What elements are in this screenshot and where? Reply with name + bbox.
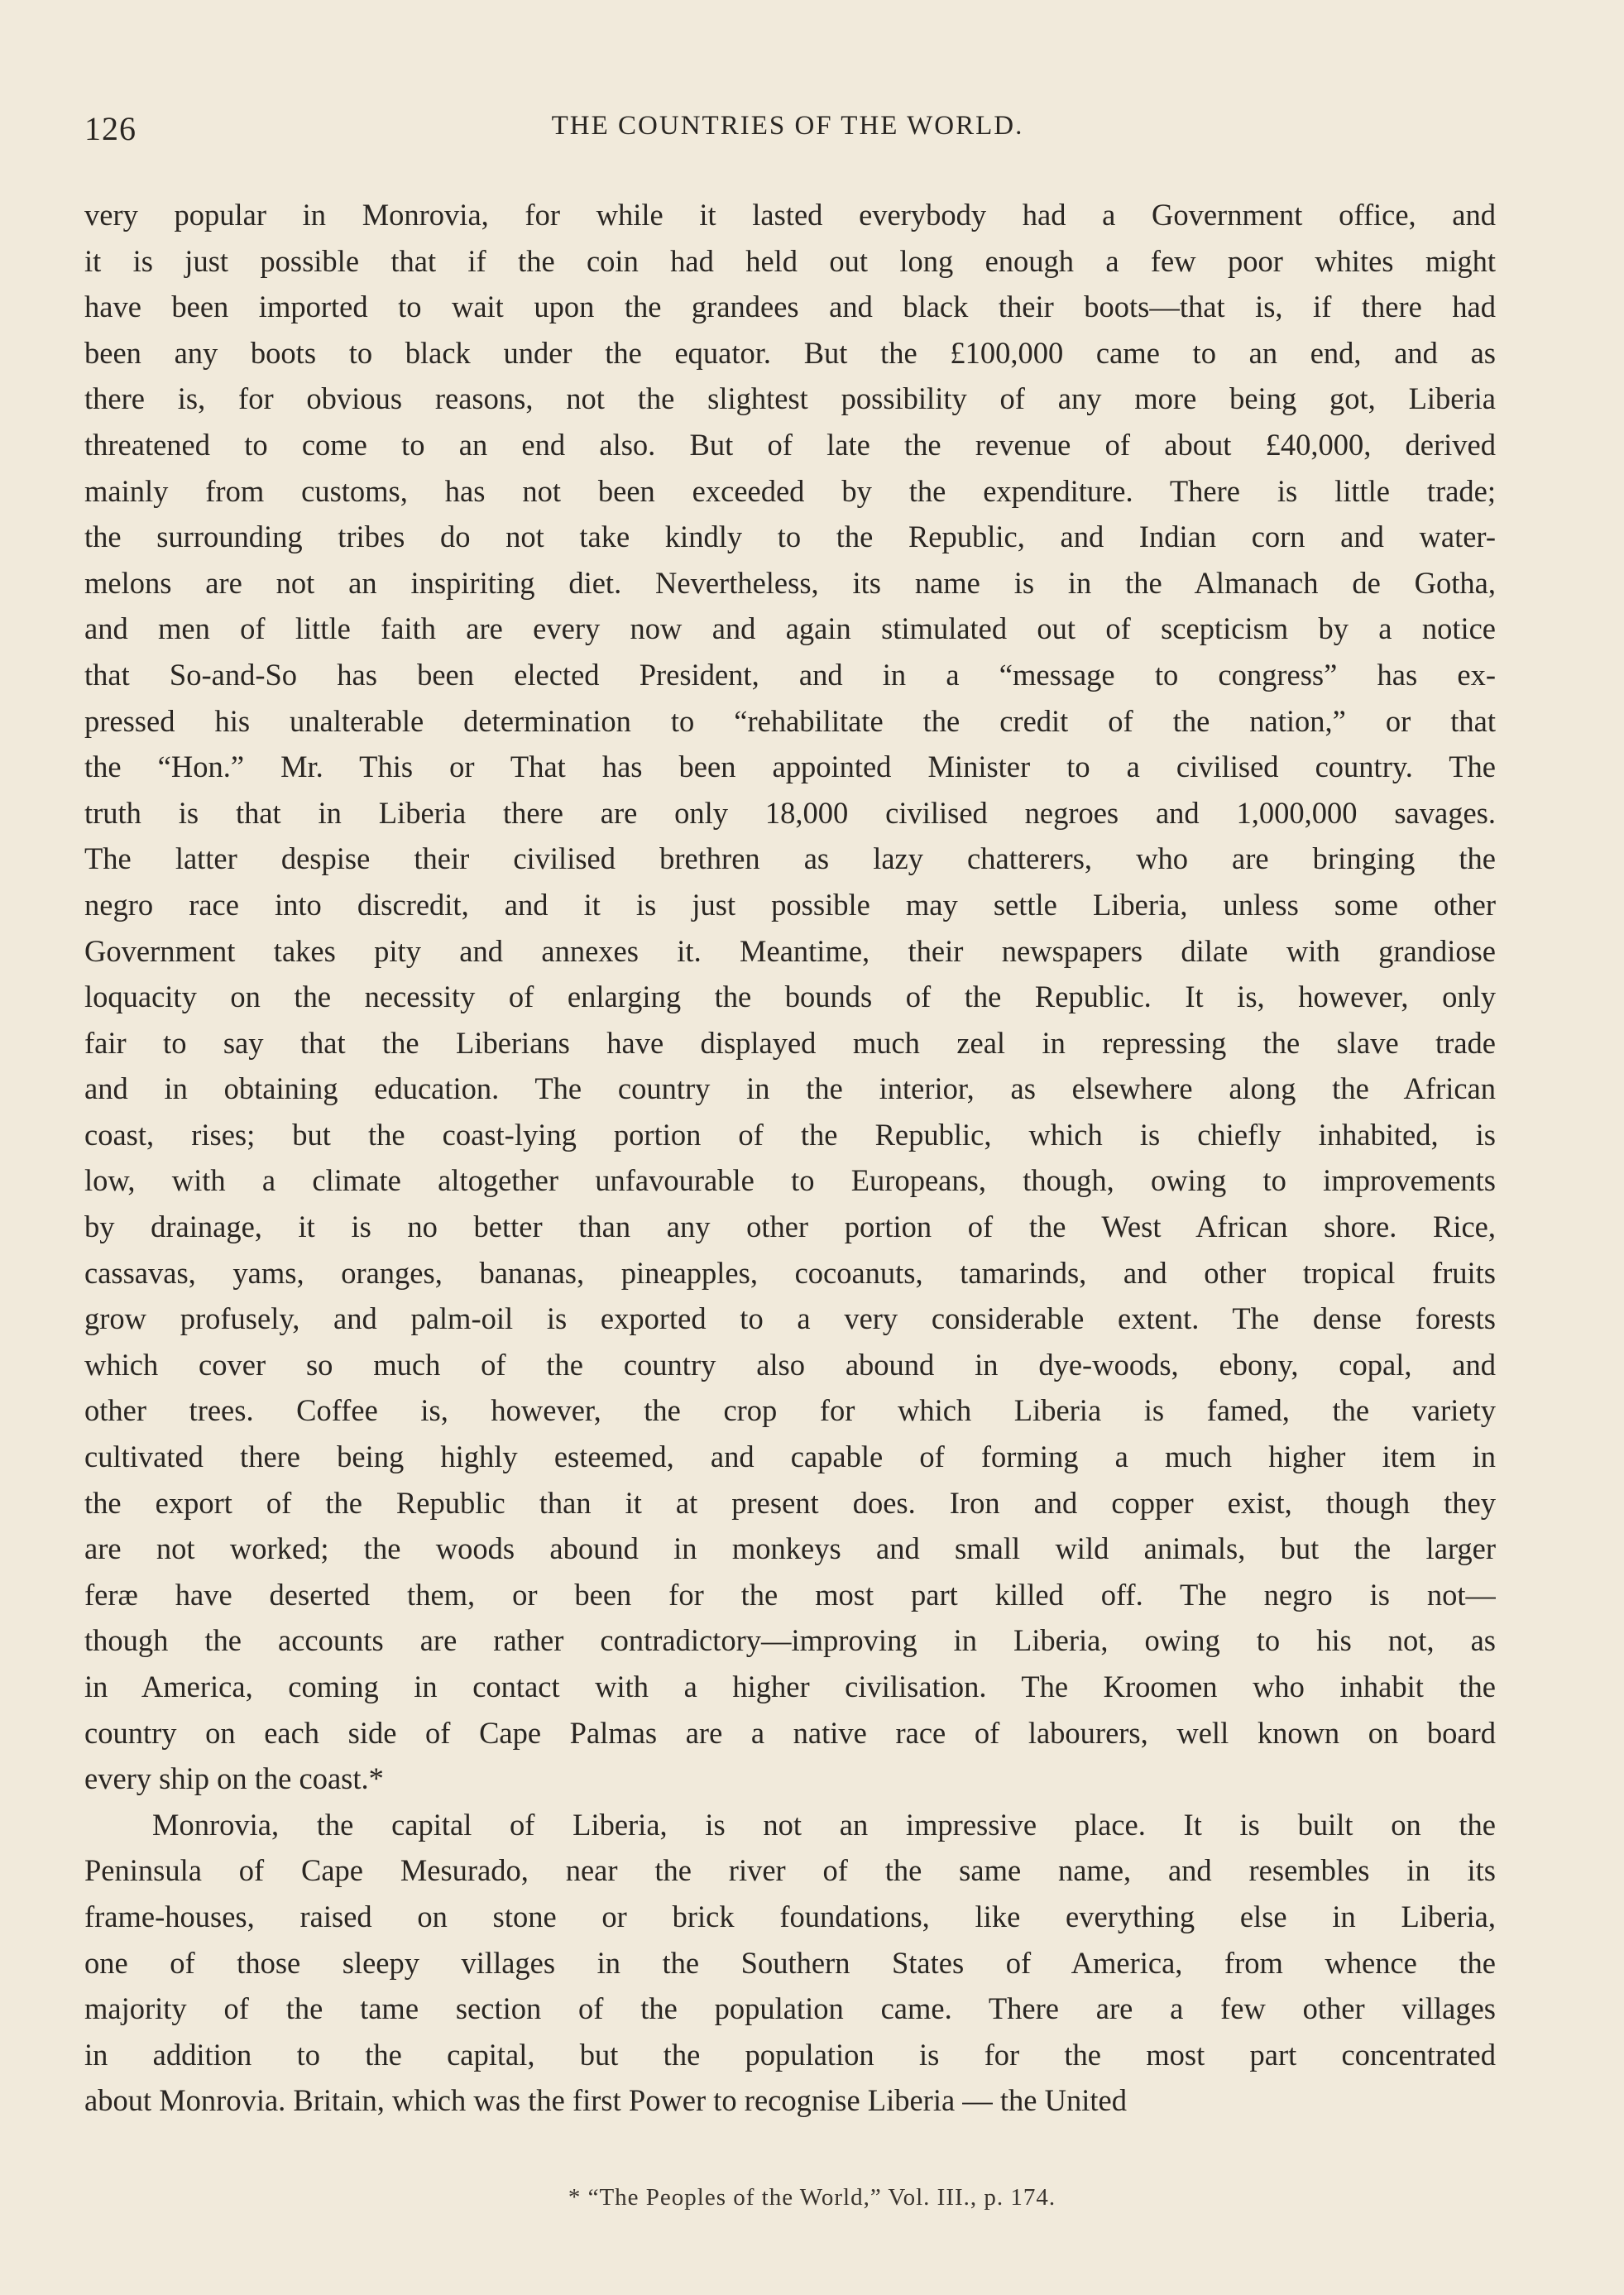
text-line: negro race into discredit, and it is just possible may settle Liberia, unless some other [84, 887, 1496, 922]
text-line: which cover so much of the country also abound in dye-woods, ebony, copal, and [84, 1347, 1496, 1382]
text-line: Monrovia, the capital of Liberia, is not an impressive place. It is built on the [152, 1807, 1496, 1842]
text-line: are not worked; the woods abound in monkeys and small wild animals, but the larger [84, 1531, 1496, 1566]
page-number: 126 [84, 110, 137, 147]
running-title: THE COUNTRIES OF THE WORLD. [551, 111, 1024, 141]
text-line: the “Hon.” Mr. This or That has been appointed Minister to a civilised country. The [84, 750, 1496, 784]
text-line: truth is that in Liberia there are only 18,000 civilised negroes and 1,000,000 savages. [84, 795, 1496, 830]
text-line: frame-houses, raised on stone or brick foundations, like everything else in Liberia, [84, 1899, 1496, 1933]
text-line: pressed his unalterable determination to “rehabilitate the credit of the nation,” or that [84, 703, 1496, 738]
text-line: grow profusely, and palm-oil is exported to a very considerable extent. The dense forests [84, 1301, 1496, 1336]
text-line: in addition to the capital, but the population is for the most part concentrated [84, 2037, 1496, 2072]
footnote: * “The Peoples of the World,” Vol. III., p. 174. [568, 2184, 1056, 2211]
text-line: cultivated there being highly esteemed, and capable of forming a much higher item in [84, 1440, 1496, 1474]
body-text [84, 192, 1496, 2124]
paragraph [84, 192, 1496, 1802]
text-line: been any boots to black under the equator. But the £100,000 came to an end, and as [84, 335, 1496, 370]
text-line: threatened to come to an end also. But of late the revenue of about £40,000, derived [84, 427, 1496, 462]
text-line: country on each side of Cape Palmas are a native race of labourers, well known on board [84, 1715, 1496, 1750]
text-line: and in obtaining education. The country in the interior, as elsewhere along the African [84, 1071, 1496, 1106]
page-header [84, 109, 1491, 159]
text-line: Government takes pity and annexes it. Meantime, their newspapers dilate with grandiose [84, 933, 1496, 968]
text-line: cassavas, yams, oranges, bananas, pineapples, cocoanuts, tamarinds, and other tropical fruits [84, 1255, 1496, 1290]
text-line: melons are not an inspiriting diet. Nevertheless, its name is in the Almanach de Gotha, [84, 565, 1496, 600]
text-line: that So-and-So has been elected President, and in a “message to congress” has ex- [84, 657, 1496, 692]
text-line: majority of the tame section of the population came. There are a few other villages [84, 1991, 1496, 2026]
text-line: one of those sleepy villages in the Southern States of America, from whence the [84, 1945, 1496, 1980]
text-line: low, with a climate altogether unfavourable to Europeans, though, owing to improvements [84, 1163, 1496, 1198]
text-line: there is, for obvious reasons, not the slightest possibility of any more being got, Liberia [84, 381, 1496, 416]
text-line: mainly from customs, has not been exceeded by the expenditure. There is little trade; [84, 473, 1496, 508]
text-line: feræ have deserted them, or been for the most part killed off. The negro is not— [84, 1577, 1496, 1612]
text-line: other trees. Coffee is, however, the crop for which Liberia is famed, the variety [84, 1393, 1496, 1428]
text-line: have been imported to wait upon the grandees and black their boots—that is, if there had [84, 290, 1496, 324]
text-line: the surrounding tribes do not take kindly to the Republic, and Indian corn and water- [84, 520, 1496, 554]
text-line: fair to say that the Liberians have displayed much zeal in repressing the slave trade [84, 1025, 1496, 1060]
text-line: very popular in Monrovia, for while it lasted everybody had a Government office, and [84, 198, 1496, 232]
text-line: in America, coming in contact with a higher civilisation. The Kroomen who inhabit the [84, 1670, 1496, 1703]
text-line: the export of the Republic than it at present does. Iron and copper exist, though they [84, 1485, 1496, 1520]
text-line: coast, rises; but the coast-lying portion of the Republic, which is chiefly inhabited, is [84, 1117, 1496, 1152]
text-line: Peninsula of Cape Mesurado, near the river of the same name, and resembles in its [84, 1853, 1496, 1888]
text-line: every ship on the coast.* [84, 1761, 384, 1796]
text-line: about Monrovia. Britain, which was the first Power to recognise Liberia — the United [84, 2083, 1127, 2118]
text-line: The latter despise their civilised brethren as lazy chatterers, who are bringing the [84, 841, 1496, 876]
text-line: and men of little faith are every now and again stimulated out of scepticism by a notice [84, 611, 1496, 646]
text-line: though the accounts are rather contradictory—improving in Liberia, owing to his not, as [84, 1623, 1496, 1658]
text-line: loquacity on the necessity of enlarging the bounds of the Republic. It is, however, only [84, 980, 1496, 1014]
text-line: it is just possible that if the coin had held out long enough a few poor whites might [84, 243, 1496, 278]
text-line: by drainage, it is no better than any other portion of the West African shore. Rice, [84, 1210, 1496, 1244]
paragraph [84, 1802, 1496, 2124]
